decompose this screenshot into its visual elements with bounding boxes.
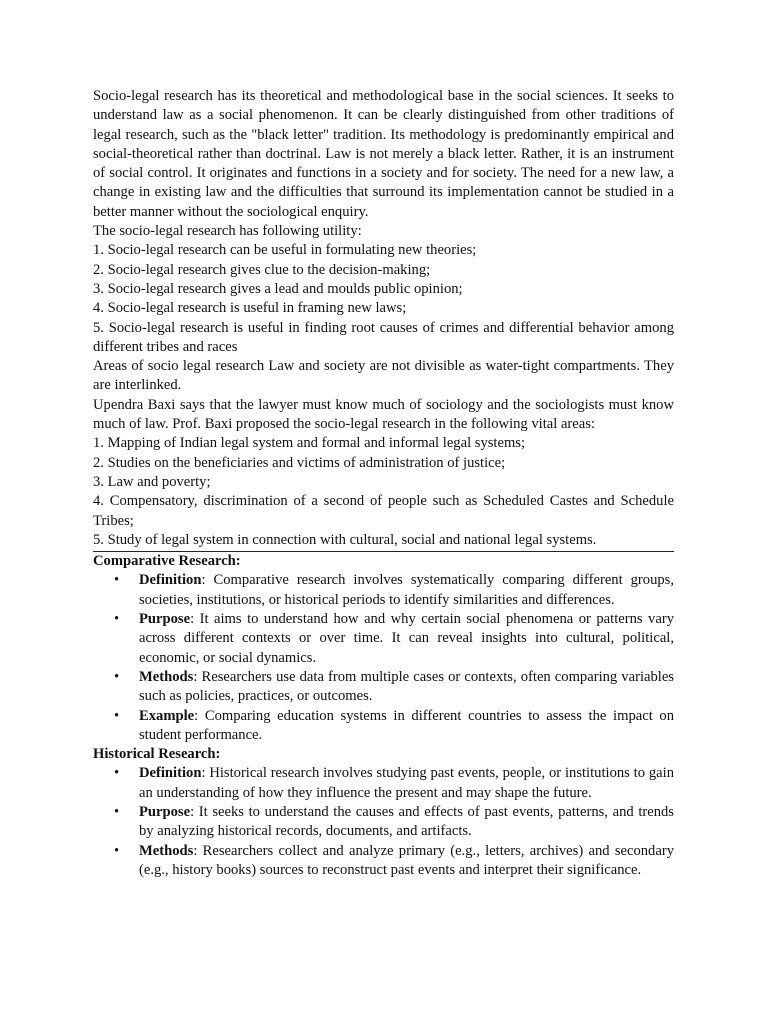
intro-paragraph: Socio-legal research has its theoretical and methodological base in the social sciences. It seeks to understand law as a social phenomenon. It can be clearly distinguished from other traditions of legal research, such as the "black letter" tradition. Its methodology is predominantly empirical and social-theoretical rather than doctrinal. Law is not merely a black letter. Rather, it is an instrument of social control. It originates and functions in a society and for society. The need for a new law, a change in existing law and the difficulties that surround its implementation cannot be studied in a better manner without the sociological enquiry. [93,88,674,220]
baxi-item: 4. Compensatory, discrimination of a second of people such as Scheduled Castes and Schedule Tribes; [93,493,674,529]
historical-heading: Historical Research: [93,746,221,763]
bullet-icon: • [114,707,120,724]
historical-item-purpose [114,803,674,842]
historical-list [93,764,674,880]
item-term: Definition [139,572,202,589]
item-text: : It aims to understand how and why certain social phenomena or patterns vary across different contexts or over time. It can reveal insights into cultural, political, economic, or social dynamics. [139,611,674,666]
baxi-item: 2. Studies on the beneficiaries and victims of administration of justice; [93,454,506,471]
item-text: : It seeks to understand the causes and effects of past events, patterns, and trends by analyzing historical records, documents, and artifacts. [139,803,674,840]
comparative-list [93,571,674,745]
bullet-icon: • [114,572,120,589]
bullet-icon: • [114,765,120,782]
item-text: : Historical research involves studying past events, people, or institutions to gain an understanding of how they influence the present and may shape the future. [139,765,674,801]
item-term: Methods [139,668,194,685]
comparative-item-definition [114,571,674,610]
utility-list [93,241,674,357]
item-text: : Comparing education systems in different countries to assess the impact on student performance. [139,707,674,743]
bullet-icon: • [114,668,120,685]
item-term: Purpose [139,803,191,820]
item-term: Methods [139,842,194,859]
item-text: : Researchers collect and analyze primary (e.g., letters, archives) and secondary (e.g., history books) sources to reconstruct past events and interpret their significance. [139,842,674,878]
comparative-item-purpose [114,610,674,668]
comparative-item-methods [114,668,674,707]
baxi-item: 3. Law and poverty; [93,473,211,490]
baxi-item: 1. Mapping of Indian legal system and formal and informal legal systems; [93,435,526,452]
areas-paragraph: Areas of socio legal research Law and society are not divisible as water-tight compartments. They are interlinked. [93,358,674,394]
item-term: Definition [139,765,202,782]
bullet-icon: • [114,842,120,859]
item-text: : Researchers use data from multiple cases or contexts, often comparing variables such as policies, practices, or outcomes. [139,668,674,705]
utility-item: 3. Socio-legal research gives a lead and moulds public opinion; [93,280,463,297]
historical-item-definition [114,764,674,803]
utility-item: 5. Socio-legal research is useful in finding root causes of crimes and differential behavior among different tribes and races [93,319,674,355]
baxi-item: 5. Study of legal system in connection with cultural, social and national legal systems. [93,531,597,548]
utility-item: 2. Socio-legal research gives clue to the decision-making; [93,261,431,278]
utility-item: 1. Socio-legal research can be useful in formulating new theories; [93,242,477,259]
item-text: : Comparative research involves systematically comparing different groups, societies, institutions, or historical periods to identify similarities and differences. [139,572,674,608]
historical-item-methods [114,842,674,881]
utility-intro: The socio-legal research has following utility: [93,223,362,240]
item-term: Purpose [139,611,191,628]
utility-item: 4. Socio-legal research is useful in framing new laws; [93,300,407,317]
comparative-item-example [114,707,674,746]
baxi-list [93,434,674,550]
baxi-paragraph: Upendra Baxi says that the lawyer must know much of sociology and the sociologists must know much of law. Prof. Baxi proposed the socio-legal research in the following vital areas: [93,396,674,433]
bullet-icon: • [114,803,120,820]
bullet-icon: • [114,611,120,628]
item-term: Example [139,707,195,724]
comparative-heading: Comparative Research: [93,553,241,570]
